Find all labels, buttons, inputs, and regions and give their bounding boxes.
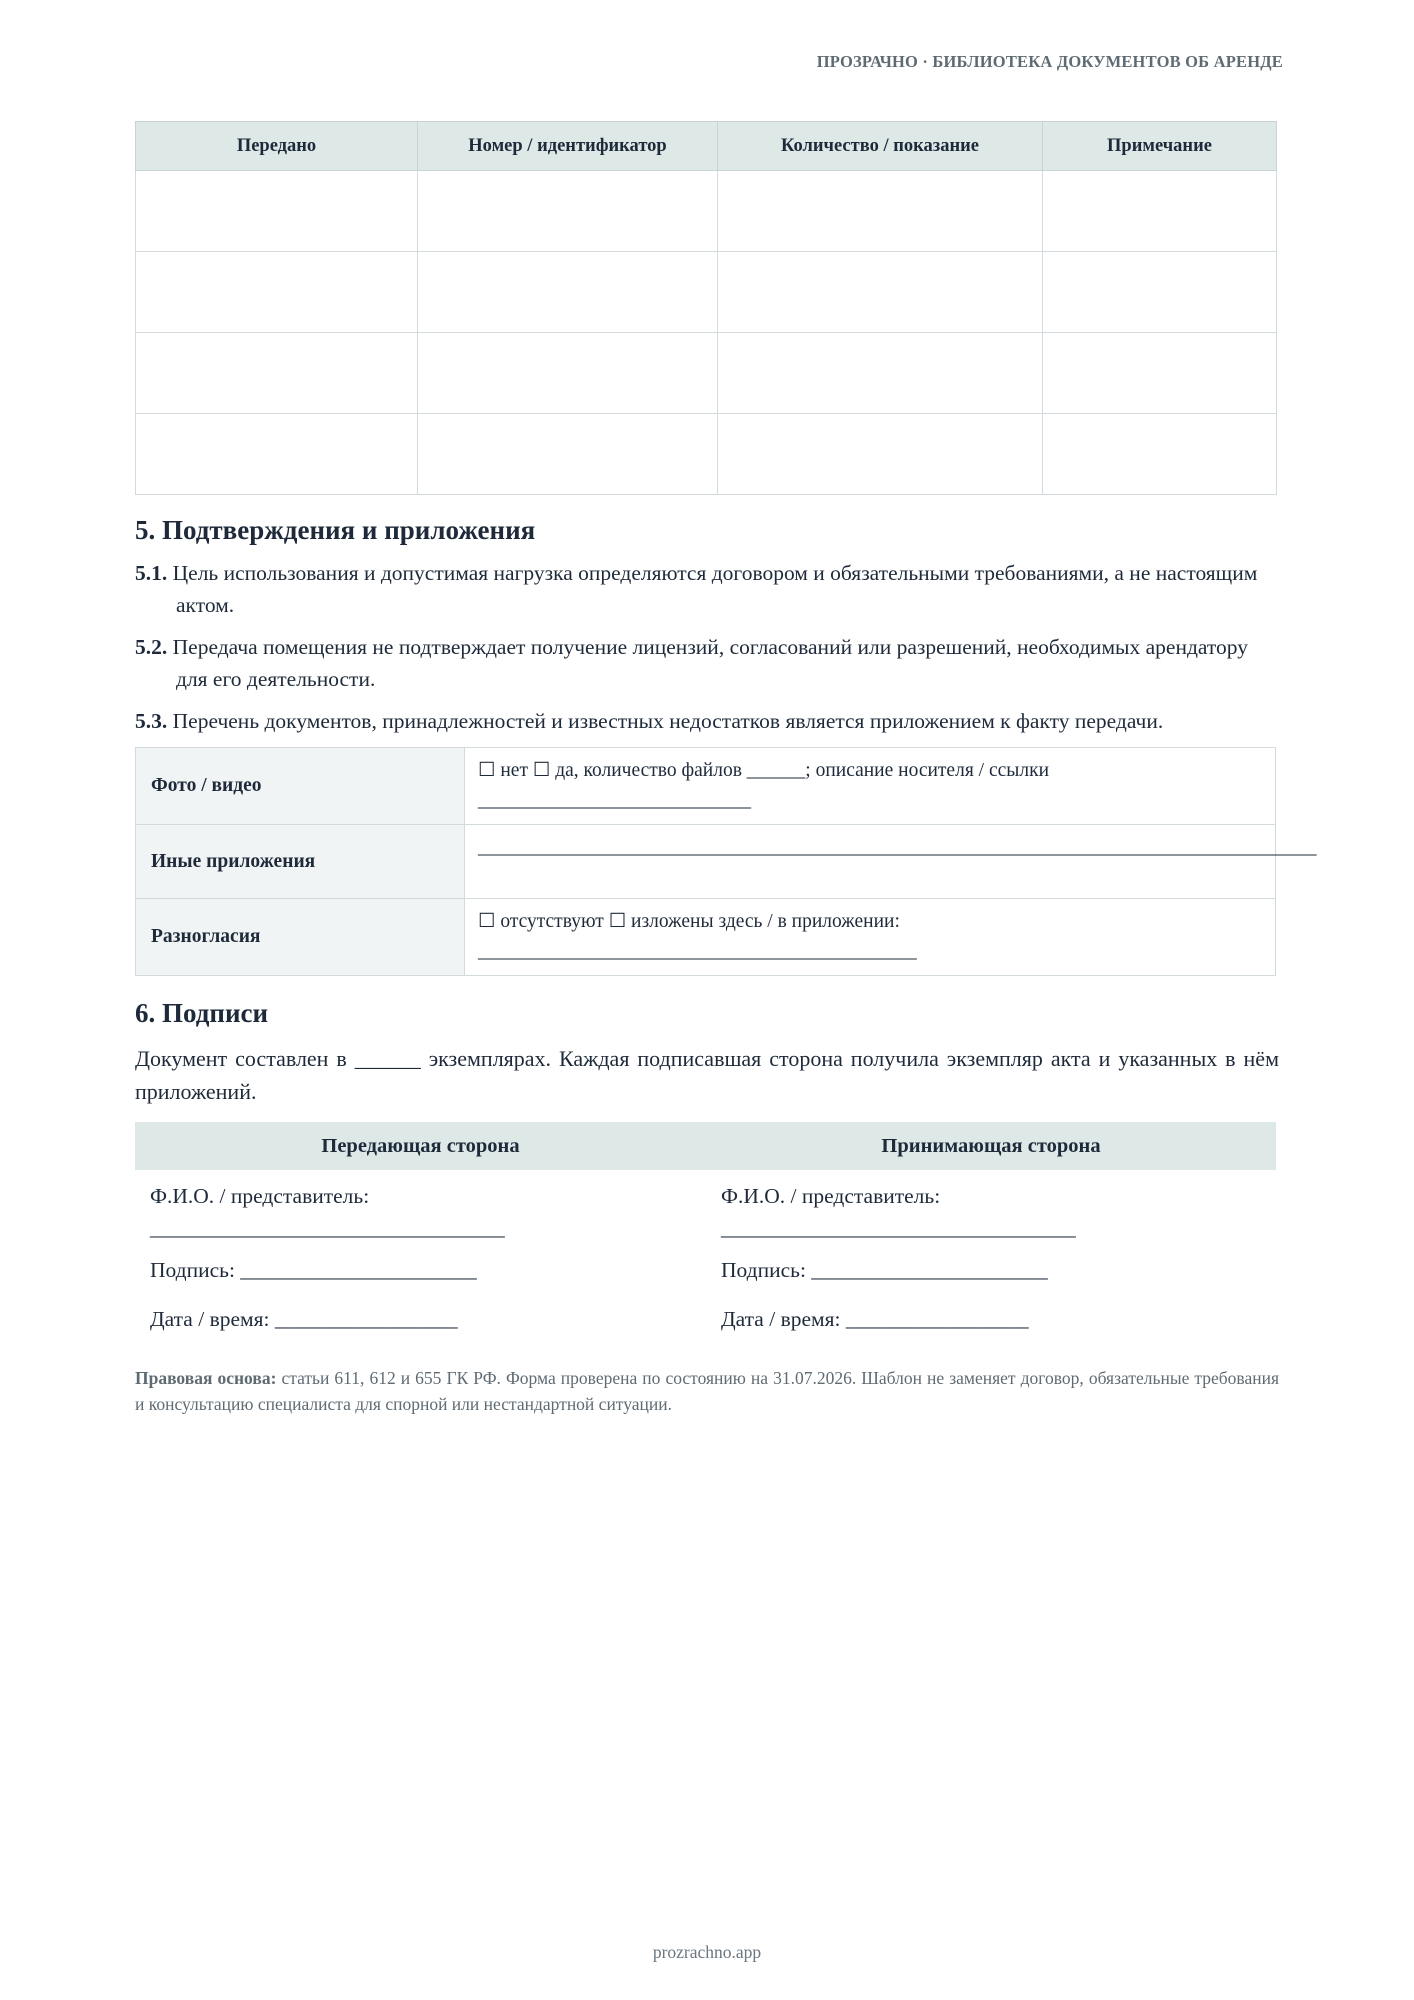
section-6-title: 6. Подписи [135, 998, 269, 1028]
column-header: Передано [136, 122, 418, 171]
table-row [136, 252, 1277, 333]
table-cell [418, 252, 718, 333]
clause-number: 5.2. [135, 635, 168, 659]
copies-paragraph: Документ составлен в ______ экземплярах. Каждая подписавшая сторона получила экземпляр акта и указанных в нём приложений. [135, 1046, 1279, 1104]
table-row [136, 171, 1277, 252]
clause-text: Перечень документов, принадлежностей и известных недостатков является приложением к факту передачи. [172, 709, 1164, 733]
party-column-transferring [135, 1170, 706, 1335]
name-field-line: Ф.И.О. / представитель: _________________________________ [150, 1184, 505, 1240]
table-cell [718, 414, 1043, 495]
attachment-row-disagreements [136, 899, 1276, 976]
footer-site: prozrachno.app [652, 1942, 762, 1962]
datetime-field-line: Дата / время: _________________ [150, 1307, 458, 1331]
table-cell [1043, 252, 1277, 333]
datetime-field-line: Дата / время: _________________ [721, 1307, 1029, 1331]
party-column-receiving [706, 1170, 1276, 1335]
inventory-table [135, 121, 1277, 495]
table-cell [718, 252, 1043, 333]
table-row [136, 333, 1277, 414]
legal-basis-label: Правовая основа: [135, 1368, 277, 1388]
clause-number: 5.1. [135, 561, 168, 585]
attachment-label: Фото / видео [136, 748, 465, 825]
signature-field-line: Подпись: ______________________ [721, 1258, 1048, 1282]
table-cell [718, 333, 1043, 414]
signature-field-line: Подпись: ______________________ [150, 1258, 477, 1282]
table-row [136, 414, 1277, 495]
table-cell [136, 414, 418, 495]
clause-item [135, 631, 1279, 695]
table-cell [418, 414, 718, 495]
clause-text: Цель использования и допустимая нагрузка определяются договором и обязательными требованиями, а не настоящим актом. [172, 561, 1258, 617]
table-cell [718, 171, 1043, 252]
attachments-table [135, 747, 1317, 976]
running-header: ПРОЗРАЧНО · БИБЛИОТЕКА ДОКУМЕНТОВ ОБ АРЕНДЕ [816, 52, 1283, 71]
section-5-clauses [135, 557, 1279, 737]
clause-number: 5.3. [135, 709, 168, 733]
table-cell [136, 333, 418, 414]
section-5-title: 5. Подтверждения и приложения [135, 515, 536, 545]
table-cell [136, 171, 418, 252]
column-header: Номер / идентификатор [418, 122, 718, 171]
signatures-block [135, 1122, 1276, 1335]
table-cell [418, 171, 718, 252]
party-heading-transferring: Передающая сторона [135, 1122, 706, 1170]
clause-item [135, 557, 1279, 621]
table-cell [1043, 171, 1277, 252]
name-field-line: Ф.И.О. / представитель: _________________________________ [721, 1184, 1076, 1240]
attachment-row-other [136, 825, 1276, 899]
clause-text: Передача помещения не подтверждает получение лицензий, согласований или разрешений, необходимых арендатору для его деятельности. [172, 635, 1248, 691]
attachment-value: ☐ отсутствуют ☐ изложены здесь / в приложении: _____________________________________________ [465, 899, 1276, 976]
clause-item [135, 705, 1279, 737]
attachment-row-photo [136, 748, 1276, 825]
table-cell [136, 252, 418, 333]
legal-basis-text: статьи 611, 612 и 655 ГК РФ. Форма проверена по состоянию на 31.07.2026. Шаблон не заменяет договор, обязательные требования и консультацию специалиста для спорной или нестандартной ситуации. [135, 1368, 1280, 1414]
table-cell [1043, 414, 1277, 495]
column-header: Примечание [1043, 122, 1277, 171]
table-cell [1043, 333, 1277, 414]
legal-basis-note [135, 1365, 1279, 1417]
attachment-label: Разногласия [136, 899, 465, 976]
attachment-value: ☐ нет ☐ да, количество файлов ______; описание носителя / ссылки ____________________________ [465, 748, 1276, 825]
attachment-label: Иные приложения [136, 825, 465, 899]
attachment-value: ______________________________________________________________________________________ [465, 825, 1276, 899]
table-header-row [136, 122, 1277, 171]
party-heading-receiving: Принимающая сторона [706, 1122, 1276, 1170]
column-header: Количество / показание [718, 122, 1043, 171]
table-cell [418, 333, 718, 414]
document-body [135, 121, 1317, 1417]
